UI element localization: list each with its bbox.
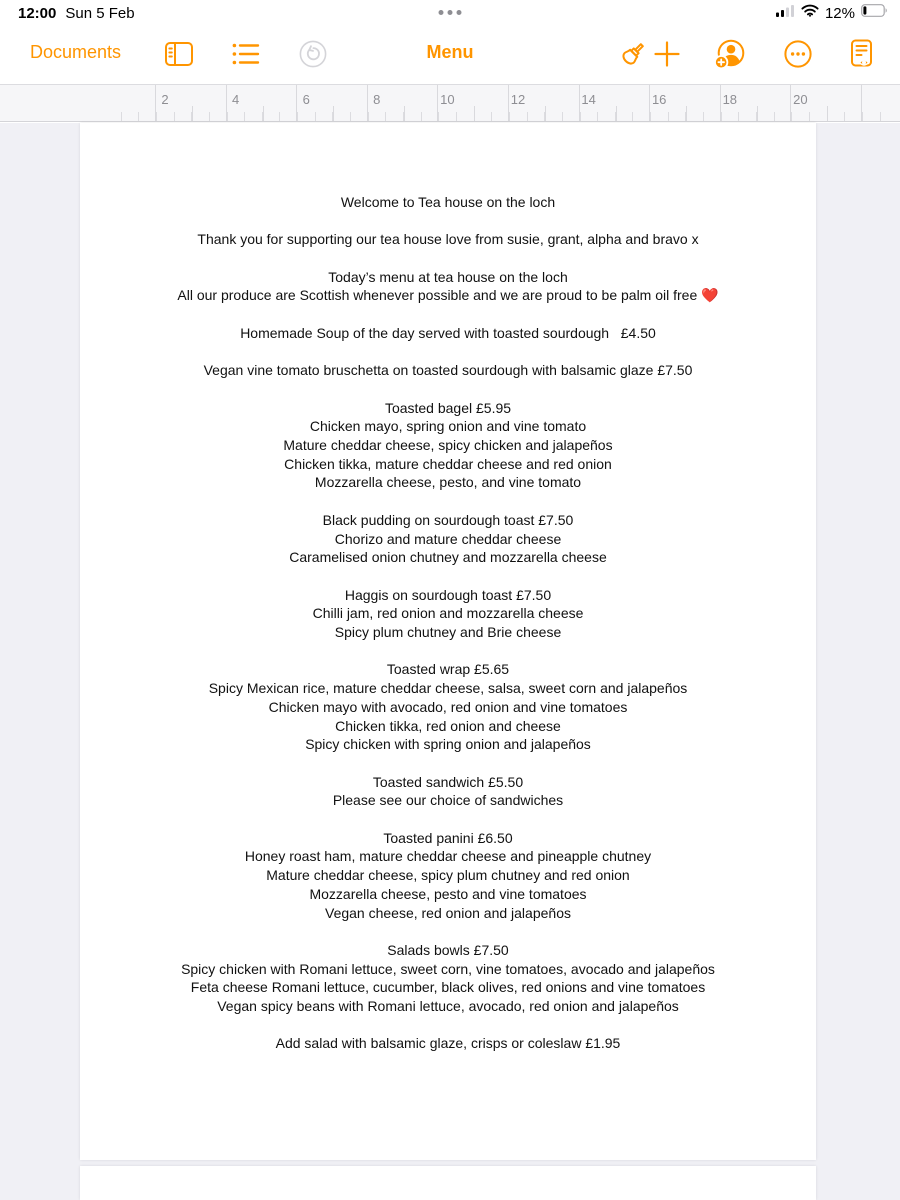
ruler-number: 18 — [722, 92, 738, 107]
ruler-mid-tick — [263, 106, 264, 121]
sidebar-icon — [164, 40, 194, 71]
heart-emoji: ❤️ — [701, 287, 719, 304]
menu-line: Today’s menu at tea house on the loch — [328, 268, 568, 285]
menu-line: Vegan cheese, red onion and jalapeños — [325, 904, 571, 921]
menu-line: Salads bowls £7.50 — [387, 941, 509, 958]
ruler-tick — [209, 112, 210, 121]
battery-percent: 12% — [824, 4, 855, 22]
menu-line: Haggis on sourdough toast £7.50 — [344, 586, 552, 603]
menu-line: Black pudding on sourdough toast £7.50 — [322, 511, 574, 528]
ruler-tick — [491, 112, 492, 121]
status-bar — [0, 0, 900, 26]
ruler-tick — [721, 112, 722, 121]
more-button[interactable] — [781, 38, 815, 72]
ruler-number: 8 — [373, 92, 381, 107]
undo-button[interactable] — [296, 38, 330, 72]
menu-paragraph — [143, 361, 753, 380]
ruler-tick — [227, 112, 228, 121]
ruler-tick — [791, 112, 792, 121]
document-canvas — [0, 123, 900, 1200]
ruler-tick — [632, 112, 633, 121]
collaborate-button[interactable] — [713, 38, 747, 72]
date: Sun 5 Feb — [65, 5, 135, 22]
ruler-number: 14 — [581, 92, 596, 107]
ruler-mid-tick — [545, 106, 546, 121]
more-icon — [783, 39, 813, 72]
menu-line: Toasted wrap £5.65 — [386, 661, 510, 678]
ruler-number: 2 — [161, 92, 169, 107]
ruler-division-line — [367, 85, 368, 121]
menu-paragraph — [143, 399, 753, 493]
document-content[interactable] — [80, 123, 816, 1053]
ruler-tick — [738, 112, 739, 121]
ruler-number: 10 — [440, 92, 455, 107]
menu-line: Mature cheddar cheese, spicy plum chutney and red onion — [266, 867, 630, 884]
menu-line: Please see our choice of sandwiches — [332, 792, 564, 809]
status-time-date — [18, 5, 135, 22]
ruler-mid-tick — [757, 106, 758, 121]
menu-line: Toasted panini £6.50 — [383, 829, 513, 846]
ruler-tick — [174, 112, 175, 121]
ruler-tick — [438, 112, 439, 121]
ruler-tick — [862, 112, 863, 121]
menu-paragraph — [143, 829, 753, 923]
list-icon — [231, 41, 261, 70]
menu-paragraph — [143, 773, 753, 810]
ruler-tick — [279, 112, 280, 121]
menu-line: Spicy plum chutney and Brie cheese — [334, 624, 562, 641]
ruler-tick — [368, 112, 369, 121]
documents-button[interactable]: Documents — [30, 42, 122, 62]
ruler-division-line — [790, 85, 791, 121]
menu-line: Mozzarella cheese, pesto and vine tomatoes — [309, 885, 587, 902]
menu-line: Homemade Soup of the day served with toasted sourdough £4.50 — [240, 324, 656, 341]
ruler-tick — [156, 112, 157, 121]
ruler-tick — [650, 112, 651, 121]
ruler-tick — [580, 112, 581, 121]
insert-button[interactable] — [650, 38, 684, 72]
ruler-division-line — [155, 85, 156, 121]
cellular-signal-icon — [776, 4, 795, 22]
ruler-mid-tick — [404, 106, 405, 121]
ruler-number: 20 — [793, 92, 808, 107]
ruler-mid-tick — [686, 106, 687, 121]
ruler-tick — [509, 112, 510, 121]
menu-paragraph — [143, 268, 753, 305]
menu-line: Vegan vine tomato bruschetta on toasted sourdough with balsamic glaze £7.50 — [203, 362, 693, 379]
ruler-tick — [774, 112, 775, 121]
menu-paragraph — [143, 1034, 753, 1053]
menu-paragraph — [143, 230, 753, 249]
ruler-division-line — [296, 85, 297, 121]
ruler-tick — [703, 112, 704, 121]
ruler — [0, 84, 900, 122]
menu-paragraph — [143, 193, 753, 212]
ruler-tick — [809, 112, 810, 121]
menu-paragraph — [143, 586, 753, 642]
clock: 12:00 — [18, 5, 57, 22]
menu-line: Chorizo and mature cheddar cheese — [334, 530, 562, 547]
menu-line: Toasted bagel £5.95 — [384, 399, 512, 416]
menu-line: Mature cheddar cheese, spicy chicken and jalapeños — [283, 437, 613, 454]
add-icon — [652, 39, 682, 72]
menu-paragraph — [143, 941, 753, 1016]
reader-view-button[interactable] — [844, 38, 878, 72]
menu-line: Chicken mayo with avocado, red onion and vine tomatoes — [268, 698, 628, 715]
menu-line: Feta cheese Romani lettuce, cucumber, black olives, red onions and vine tomatoes — [190, 979, 706, 996]
menu-line: Welcome to Tea house on the loch — [340, 194, 556, 210]
ruler-number: 4 — [231, 92, 240, 107]
menu-line: Caramelised onion chutney and mozzarella cheese — [289, 549, 607, 566]
ruler-division-line — [226, 85, 227, 121]
undo-icon — [298, 39, 328, 72]
ruler-division-line — [649, 85, 650, 121]
ruler-tick — [562, 112, 563, 121]
menu-line: Vegan spicy beans with Romani lettuce, avocado, red onion and jalapeños — [217, 998, 679, 1015]
menu-line: Add salad with balsamic glaze, crisps or coleslaw £1.95 — [275, 1035, 621, 1052]
ruler-tick — [597, 112, 598, 121]
ruler-tick — [121, 112, 122, 121]
ruler-mid-tick — [333, 106, 334, 121]
ruler-tick — [880, 112, 881, 121]
menu-line: Chicken mayo, spring onion and vine tomato — [309, 418, 587, 435]
ruler-mid-tick — [474, 106, 475, 121]
ruler-tick — [244, 112, 245, 121]
ruler-number: 16 — [651, 92, 667, 107]
menu-line: All our produce are Scottish whenever possible and we are proud to be palm oil free ❤️ — [177, 287, 719, 304]
ruler-division-line — [437, 85, 438, 121]
ruler-division-line — [579, 85, 580, 121]
menu-line: Chicken tikka, red onion and cheese — [335, 717, 561, 734]
ruler-number: 12 — [510, 92, 526, 107]
document-title: Menu — [426, 42, 474, 62]
menu-line: Thank you for supporting our tea house love from susie, grant, alpha and bravo x — [197, 231, 699, 248]
format-button[interactable] — [616, 38, 650, 72]
menu-line: Chilli jam, red onion and mozzarella cheese — [312, 605, 584, 622]
ruler-division-line — [508, 85, 509, 121]
ruler-division-line — [720, 85, 721, 121]
menu-paragraph — [143, 660, 753, 754]
ruler-tick — [297, 112, 298, 121]
menu-line: Mozzarella cheese, pesto, and vine tomato — [314, 474, 582, 491]
menu-line: Spicy chicken with spring onion and jalapeños — [305, 736, 591, 753]
format-brush-icon — [617, 38, 649, 73]
page-1[interactable] — [80, 123, 816, 1160]
ruler-tick — [456, 112, 457, 121]
ruler-tick — [668, 112, 669, 121]
ruler-tick — [844, 112, 845, 121]
menu-paragraph — [143, 324, 753, 343]
ruler-tick — [421, 112, 422, 121]
battery-icon — [861, 4, 888, 22]
sidebar-button[interactable] — [162, 38, 196, 72]
menu-line: Chicken tikka, mature cheddar cheese and red onion — [284, 455, 612, 472]
ruler-tick — [385, 112, 386, 121]
menu-line: Spicy Mexican rice, mature cheddar cheese, salsa, sweet corn and jalapeños — [208, 680, 688, 697]
page-2[interactable] — [80, 1166, 816, 1200]
ruler-tick — [138, 112, 139, 121]
list-view-button[interactable] — [229, 38, 263, 72]
menu-line: Spicy chicken with Romani lettuce, sweet corn, vine tomatoes, avocado and jalapeños — [181, 960, 715, 977]
ruler-tick — [315, 112, 316, 121]
reader-view-icon — [845, 38, 877, 73]
collaborate-icon — [713, 38, 747, 73]
ruler-tick — [527, 112, 528, 121]
multitasking-dots-icon — [439, 10, 462, 15]
ruler-division-line — [861, 85, 862, 121]
ruler-mid-tick — [616, 106, 617, 121]
menu-line: Toasted sandwich £5.50 — [372, 773, 524, 790]
menu-line: Honey roast ham, mature cheddar cheese and pineapple chutney — [244, 848, 652, 865]
menu-paragraph — [143, 511, 753, 567]
ruler-number: 6 — [302, 92, 310, 107]
toolbar — [0, 26, 900, 84]
wifi-icon — [801, 4, 819, 22]
ruler-mid-tick — [192, 106, 193, 121]
ruler-tick — [350, 112, 351, 121]
ruler-mid-tick — [827, 106, 828, 121]
